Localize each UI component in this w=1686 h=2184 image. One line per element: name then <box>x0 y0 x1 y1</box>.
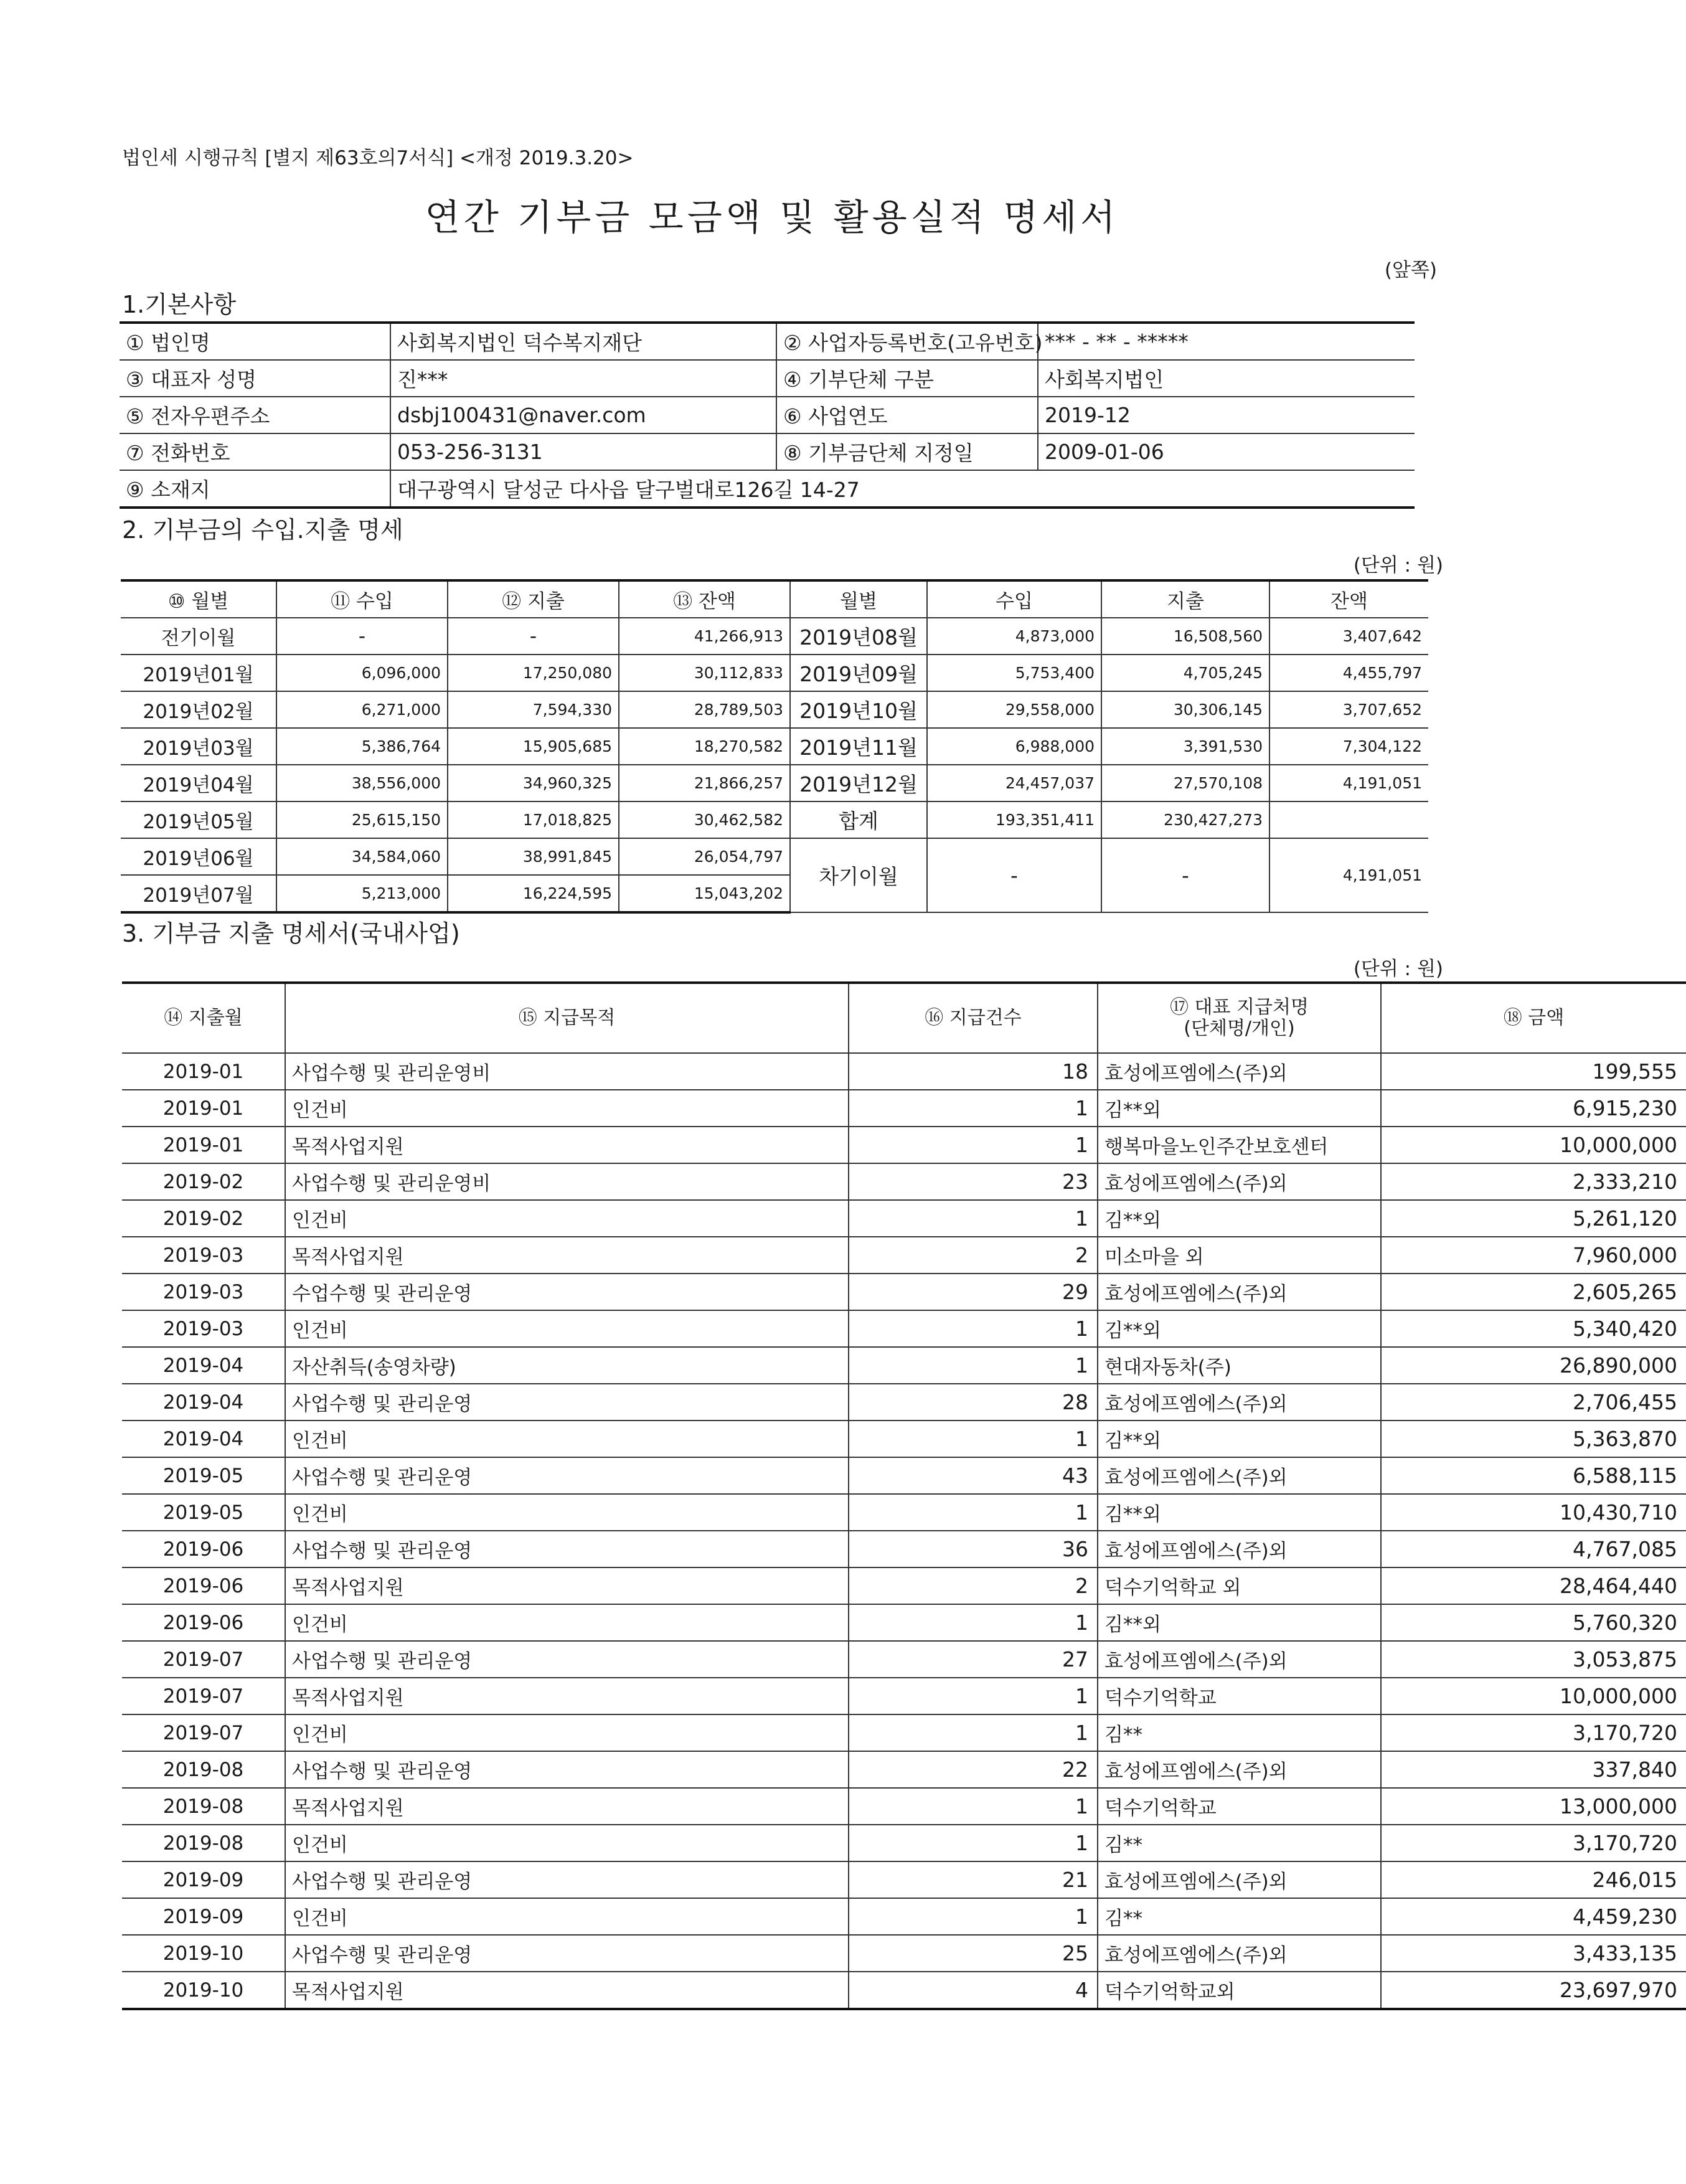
header-payee <box>1098 983 1381 1053</box>
purpose-cell: 목적사업지원 <box>285 1972 849 2009</box>
purpose-cell: 인건비 <box>285 1898 849 1935</box>
expense-cell: - <box>448 618 619 655</box>
payee-cell: 김**외 <box>1098 1090 1381 1127</box>
balance-cell: 26,054,797 <box>619 838 790 875</box>
payee-cell: 행복마을노인주간보호센터 <box>1098 1127 1381 1163</box>
expense-month-cell: 2019-06 <box>122 1567 285 1604</box>
field-label: ① 법인명 <box>120 323 390 360</box>
month-cell: 합계 <box>790 801 927 838</box>
section3-unit: (단위 : 원) <box>1353 958 1443 980</box>
amount-cell: 26,890,000 <box>1381 1347 1686 1384</box>
count-cell: 2 <box>849 1237 1098 1274</box>
income-cell: 4,873,000 <box>927 618 1101 655</box>
expense-month-cell: 2019-03 <box>122 1274 285 1310</box>
expense-row <box>122 1531 1686 1567</box>
balance-cell: 30,112,833 <box>619 655 790 691</box>
income-cell: 24,457,037 <box>927 765 1101 801</box>
expense-row <box>122 1310 1686 1347</box>
expense-month-cell: 2019-08 <box>122 1788 285 1825</box>
purpose-cell: 인건비 <box>285 1825 849 1861</box>
purpose-cell: 목적사업지원 <box>285 1127 849 1163</box>
purpose-cell: 사업수행 및 관리운영 <box>285 1531 849 1567</box>
expense-month-cell: 2019-02 <box>122 1200 285 1237</box>
count-cell: 2 <box>849 1567 1098 1604</box>
monthly-header-cell: ⑩ 월별 <box>121 580 276 618</box>
purpose-cell: 사업수행 및 관리운영 <box>285 1384 849 1421</box>
count-cell: 1 <box>849 1678 1098 1714</box>
expense-cell: 16,508,560 <box>1101 618 1269 655</box>
purpose-cell: 사업수행 및 관리운영비 <box>285 1053 849 1090</box>
expense-row <box>122 1567 1686 1604</box>
expense-month-cell: 2019-08 <box>122 1825 285 1861</box>
count-cell: 29 <box>849 1274 1098 1310</box>
field-value: 2009-01-06 <box>1038 433 1415 470</box>
expense-row <box>122 1494 1686 1531</box>
basic-info-row <box>120 323 1415 360</box>
count-cell: 23 <box>849 1163 1098 1200</box>
carry-expense-cell: - <box>1101 838 1269 912</box>
balance-cell: 28,789,503 <box>619 691 790 728</box>
amount-cell: 5,760,320 <box>1381 1604 1686 1641</box>
field-value: 진*** <box>390 360 776 397</box>
expense-month-cell: 2019-03 <box>122 1310 285 1347</box>
count-cell: 1 <box>849 1200 1098 1237</box>
count-cell: 1 <box>849 1421 1098 1457</box>
income-cell: 193,351,411 <box>927 801 1101 838</box>
purpose-cell: 사업수행 및 관리운영비 <box>285 1163 849 1200</box>
payee-cell: 현대자동차(주) <box>1098 1347 1381 1384</box>
expense-row <box>122 1898 1686 1935</box>
count-cell: 28 <box>849 1384 1098 1421</box>
payee-cell: 효성에프엠에스(주)외 <box>1098 1935 1381 1972</box>
expense-month-cell: 2019-10 <box>122 1935 285 1972</box>
payee-cell: 효성에프엠에스(주)외 <box>1098 1053 1381 1090</box>
expense-month-cell: 2019-06 <box>122 1531 285 1567</box>
income-cell: 6,096,000 <box>276 655 448 691</box>
expense-row <box>122 1421 1686 1457</box>
payee-cell: 효성에프엠에스(주)외 <box>1098 1163 1381 1200</box>
purpose-cell: 인건비 <box>285 1714 849 1751</box>
field-value: 사회복지법인 덕수복지재단 <box>390 323 776 360</box>
basic-info-row <box>120 360 1415 397</box>
field-value: *** - ** - ***** <box>1038 323 1415 360</box>
amount-cell: 5,261,120 <box>1381 1200 1686 1237</box>
monthly-row <box>121 838 1428 875</box>
amount-cell: 10,430,710 <box>1381 1494 1686 1531</box>
balance-cell: 4,455,797 <box>1269 655 1428 691</box>
balance-cell: 41,266,913 <box>619 618 790 655</box>
amount-cell: 3,170,720 <box>1381 1714 1686 1751</box>
amount-cell: 4,767,085 <box>1381 1531 1686 1567</box>
expense-cell: 16,224,595 <box>448 875 619 912</box>
count-cell: 18 <box>849 1053 1098 1090</box>
income-cell: 6,988,000 <box>927 728 1101 765</box>
basic-info-row <box>120 433 1415 470</box>
balance-cell: 3,707,652 <box>1269 691 1428 728</box>
monthly-header-cell: ⑪ 수입 <box>276 580 448 618</box>
purpose-cell: 수업수행 및 관리운영 <box>285 1274 849 1310</box>
section2-unit: (단위 : 원) <box>1353 554 1443 577</box>
purpose-cell: 목적사업지원 <box>285 1237 849 1274</box>
expense-row <box>122 1604 1686 1641</box>
expense-row <box>122 1678 1686 1714</box>
monthly-header-cell: 지출 <box>1101 580 1269 618</box>
amount-cell: 10,000,000 <box>1381 1678 1686 1714</box>
purpose-cell: 자산취득(송영차량) <box>285 1347 849 1384</box>
field-label: ⑧ 기부금단체 지정일 <box>776 433 1038 470</box>
expense-cell: 17,250,080 <box>448 655 619 691</box>
amount-cell: 2,706,455 <box>1381 1384 1686 1421</box>
amount-cell: 10,000,000 <box>1381 1127 1686 1163</box>
month-cell: 2019년03월 <box>121 728 276 765</box>
amount-cell: 5,340,420 <box>1381 1310 1686 1347</box>
header-payee-line1: ⑰ 대표 지급처명 <box>1170 996 1309 1018</box>
purpose-cell: 사업수행 및 관리운영 <box>285 1751 849 1788</box>
payee-cell: 김** <box>1098 1714 1381 1751</box>
count-cell: 21 <box>849 1861 1098 1898</box>
expense-month-cell: 2019-06 <box>122 1604 285 1641</box>
page-side-label: (앞쪽) <box>1384 259 1437 281</box>
count-cell: 1 <box>849 1347 1098 1384</box>
month-cell: 2019년08월 <box>790 618 927 655</box>
balance-cell <box>1269 801 1428 838</box>
payee-cell: 김**외 <box>1098 1494 1381 1531</box>
expense-row <box>122 1972 1686 2009</box>
count-cell: 22 <box>849 1751 1098 1788</box>
income-cell: - <box>276 618 448 655</box>
amount-cell: 3,170,720 <box>1381 1825 1686 1861</box>
month-cell: 2019년05월 <box>121 801 276 838</box>
field-label: ⑦ 전화번호 <box>120 433 390 470</box>
month-cell: 2019년01월 <box>121 655 276 691</box>
payee-cell: 덕수기억학교외 <box>1098 1972 1381 2009</box>
field-label: ⑤ 전자우편주소 <box>120 397 390 433</box>
count-cell: 1 <box>849 1714 1098 1751</box>
purpose-cell: 인건비 <box>285 1421 849 1457</box>
purpose-cell: 인건비 <box>285 1200 849 1237</box>
expense-row <box>122 1163 1686 1200</box>
count-cell: 1 <box>849 1127 1098 1163</box>
income-cell: 6,271,000 <box>276 691 448 728</box>
header-expense-month: ⑭ 지출월 <box>122 983 285 1053</box>
basic-info-table <box>120 321 1415 509</box>
carry-income-cell: - <box>927 838 1101 912</box>
expense-row <box>122 1347 1686 1384</box>
address-row <box>120 470 1415 508</box>
expense-row <box>122 1788 1686 1825</box>
expense-month-cell: 2019-05 <box>122 1457 285 1494</box>
monthly-header-cell: 수입 <box>927 580 1101 618</box>
monthly-row <box>121 655 1428 691</box>
expense-cell: 15,905,685 <box>448 728 619 765</box>
expense-row <box>122 1641 1686 1678</box>
expense-month-cell: 2019-09 <box>122 1898 285 1935</box>
count-cell: 25 <box>849 1935 1098 1972</box>
month-cell: 2019년09월 <box>790 655 927 691</box>
basic-info-row <box>120 397 1415 433</box>
purpose-cell: 목적사업지원 <box>285 1678 849 1714</box>
count-cell: 1 <box>849 1788 1098 1825</box>
amount-cell: 6,588,115 <box>1381 1457 1686 1494</box>
amount-cell: 2,605,265 <box>1381 1274 1686 1310</box>
expense-header-row <box>122 983 1686 1053</box>
payee-cell: 효성에프엠에스(주)외 <box>1098 1751 1381 1788</box>
address-value: 대구광역시 달성군 다사읍 달구벌대로126길 14-27 <box>390 470 1415 508</box>
carry-balance-cell: 4,191,051 <box>1269 838 1428 912</box>
payee-cell: 미소마을 외 <box>1098 1237 1381 1274</box>
expense-row <box>122 1457 1686 1494</box>
payee-cell: 효성에프엠에스(주)외 <box>1098 1274 1381 1310</box>
count-cell: 43 <box>849 1457 1098 1494</box>
expense-row <box>122 1825 1686 1861</box>
expense-month-cell: 2019-08 <box>122 1751 285 1788</box>
monthly-row <box>121 801 1428 838</box>
expense-row <box>122 1053 1686 1090</box>
expense-month-cell: 2019-03 <box>122 1237 285 1274</box>
expense-cell: 3,391,530 <box>1101 728 1269 765</box>
expense-month-cell: 2019-09 <box>122 1861 285 1898</box>
monthly-header-cell: 잔액 <box>1269 580 1428 618</box>
payee-cell: 김** <box>1098 1898 1381 1935</box>
balance-cell: 4,191,051 <box>1269 765 1428 801</box>
purpose-cell: 사업수행 및 관리운영 <box>285 1861 849 1898</box>
expense-row <box>122 1935 1686 1972</box>
purpose-cell: 인건비 <box>285 1494 849 1531</box>
expense-cell: 34,960,325 <box>448 765 619 801</box>
address-label: ⑨ 소재지 <box>120 470 390 508</box>
purpose-cell: 사업수행 및 관리운영 <box>285 1935 849 1972</box>
count-cell: 1 <box>849 1310 1098 1347</box>
field-value: 2019-12 <box>1038 397 1415 433</box>
amount-cell: 3,433,135 <box>1381 1935 1686 1972</box>
expense-row <box>122 1751 1686 1788</box>
count-cell: 1 <box>849 1090 1098 1127</box>
expense-month-cell: 2019-07 <box>122 1714 285 1751</box>
amount-cell: 5,363,870 <box>1381 1421 1686 1457</box>
section3-heading: 3. 기부금 지출 명세서(국내사업) <box>122 920 460 947</box>
payee-cell: 덕수기억학교 <box>1098 1788 1381 1825</box>
expense-month-cell: 2019-02 <box>122 1163 285 1200</box>
field-value: dsbj100431@naver.com <box>390 397 776 433</box>
monthly-header-cell: ⑬ 잔액 <box>619 580 790 618</box>
payee-cell: 덕수기억학교 <box>1098 1678 1381 1714</box>
income-cell: 34,584,060 <box>276 838 448 875</box>
expense-row <box>122 1384 1686 1421</box>
count-cell: 1 <box>849 1825 1098 1861</box>
purpose-cell: 목적사업지원 <box>285 1567 849 1604</box>
expense-row <box>122 1127 1686 1163</box>
field-value: 053-256-3131 <box>390 433 776 470</box>
amount-cell: 3,053,875 <box>1381 1641 1686 1678</box>
header-purpose: ⑮ 지급목적 <box>285 983 849 1053</box>
month-cell: 2019년12월 <box>790 765 927 801</box>
amount-cell: 6,915,230 <box>1381 1090 1686 1127</box>
expense-month-cell: 2019-05 <box>122 1494 285 1531</box>
payee-cell: 효성에프엠에스(주)외 <box>1098 1861 1381 1898</box>
expense-row <box>122 1861 1686 1898</box>
balance-cell: 21,866,257 <box>619 765 790 801</box>
count-cell: 1 <box>849 1494 1098 1531</box>
section2-heading: 2. 기부금의 수입.지출 명세 <box>122 516 403 544</box>
expense-month-cell: 2019-10 <box>122 1972 285 2009</box>
monthly-row <box>121 691 1428 728</box>
amount-cell: 23,697,970 <box>1381 1972 1686 2009</box>
expense-month-cell: 2019-01 <box>122 1127 285 1163</box>
count-cell: 36 <box>849 1531 1098 1567</box>
income-cell: 25,615,150 <box>276 801 448 838</box>
balance-cell: 3,407,642 <box>1269 618 1428 655</box>
payee-cell: 덕수기억학교 외 <box>1098 1567 1381 1604</box>
count-cell: 27 <box>849 1641 1098 1678</box>
expense-row <box>122 1274 1686 1310</box>
field-label: ③ 대표자 성명 <box>120 360 390 397</box>
expense-cell: 27,570,108 <box>1101 765 1269 801</box>
expense-month-cell: 2019-07 <box>122 1678 285 1714</box>
field-label: ② 사업자등록번호(고유번호) <box>776 323 1038 360</box>
payee-cell: 김**외 <box>1098 1421 1381 1457</box>
header-payee-line2: (단체명/개인) <box>1184 1018 1295 1039</box>
payee-cell: 효성에프엠에스(주)외 <box>1098 1384 1381 1421</box>
header-amount: ⑱ 금액 <box>1381 983 1686 1053</box>
income-cell: 5,213,000 <box>276 875 448 912</box>
monthly-header-cell: ⑫ 지출 <box>448 580 619 618</box>
amount-cell: 7,960,000 <box>1381 1237 1686 1274</box>
payee-cell: 김**외 <box>1098 1310 1381 1347</box>
month-cell: 2019년04월 <box>121 765 276 801</box>
income-cell: 38,556,000 <box>276 765 448 801</box>
balance-cell: 7,304,122 <box>1269 728 1428 765</box>
purpose-cell: 인건비 <box>285 1310 849 1347</box>
month-cell: 전기이월 <box>121 618 276 655</box>
section1-heading: 1.기본사항 <box>122 291 237 318</box>
purpose-cell: 목적사업지원 <box>285 1788 849 1825</box>
amount-cell: 4,459,230 <box>1381 1898 1686 1935</box>
field-label: ④ 기부단체 구분 <box>776 360 1038 397</box>
expense-month-cell: 2019-04 <box>122 1384 285 1421</box>
count-cell: 1 <box>849 1898 1098 1935</box>
expense-month-cell: 2019-04 <box>122 1347 285 1384</box>
expense-cell: 4,705,245 <box>1101 655 1269 691</box>
purpose-cell: 사업수행 및 관리운영 <box>285 1641 849 1678</box>
amount-cell: 2,333,210 <box>1381 1163 1686 1200</box>
expense-month-cell: 2019-01 <box>122 1090 285 1127</box>
count-cell: 4 <box>849 1972 1098 2009</box>
balance-cell: 15,043,202 <box>619 875 790 912</box>
expense-row <box>122 1090 1686 1127</box>
expense-row <box>122 1200 1686 1237</box>
expense-row <box>122 1237 1686 1274</box>
expense-row <box>122 1714 1686 1751</box>
monthly-header-row <box>121 580 1428 618</box>
purpose-cell: 사업수행 및 관리운영 <box>285 1457 849 1494</box>
purpose-cell: 인건비 <box>285 1604 849 1641</box>
monthly-row <box>121 618 1428 655</box>
payee-cell: 효성에프엠에스(주)외 <box>1098 1641 1381 1678</box>
amount-cell: 13,000,000 <box>1381 1788 1686 1825</box>
payee-cell: 효성에프엠에스(주)외 <box>1098 1457 1381 1494</box>
payee-cell: 김**외 <box>1098 1200 1381 1237</box>
header-count: ⑯ 지급건수 <box>849 983 1098 1053</box>
month-cell: 2019년06월 <box>121 838 276 875</box>
expense-month-cell: 2019-04 <box>122 1421 285 1457</box>
income-cell: 5,753,400 <box>927 655 1101 691</box>
month-cell: 2019년11월 <box>790 728 927 765</box>
monthly-income-expense-table <box>121 579 1428 914</box>
monthly-row <box>121 728 1428 765</box>
document-title: 연간 기부금 모금액 및 활용실적 명세서 <box>425 196 1119 239</box>
expense-month-cell: 2019-07 <box>122 1641 285 1678</box>
amount-cell: 28,464,440 <box>1381 1567 1686 1604</box>
field-value: 사회복지법인 <box>1038 360 1415 397</box>
count-cell: 1 <box>849 1604 1098 1641</box>
payee-cell: 김** <box>1098 1825 1381 1861</box>
purpose-cell: 인건비 <box>285 1090 849 1127</box>
income-cell: 29,558,000 <box>927 691 1101 728</box>
monthly-row <box>121 765 1428 801</box>
form-reference: 법인세 시행규칙 [별지 제63호의7서식] <개정 2019.3.20> <box>122 147 634 169</box>
field-label: ⑥ 사업연도 <box>776 397 1038 433</box>
expense-cell: 7,594,330 <box>448 691 619 728</box>
expense-month-cell: 2019-01 <box>122 1053 285 1090</box>
month-cell: 2019년10월 <box>790 691 927 728</box>
amount-cell: 337,840 <box>1381 1751 1686 1788</box>
expense-detail-table <box>122 981 1686 2010</box>
month-cell: 2019년07월 <box>121 875 276 912</box>
income-cell: 5,386,764 <box>276 728 448 765</box>
amount-cell: 199,555 <box>1381 1053 1686 1090</box>
expense-cell: 38,991,845 <box>448 838 619 875</box>
month-cell: 2019년02월 <box>121 691 276 728</box>
expense-cell: 30,306,145 <box>1101 691 1269 728</box>
balance-cell: 18,270,582 <box>619 728 790 765</box>
payee-cell: 김**외 <box>1098 1604 1381 1641</box>
expense-cell: 230,427,273 <box>1101 801 1269 838</box>
monthly-header-cell: 월별 <box>790 580 927 618</box>
amount-cell: 246,015 <box>1381 1861 1686 1898</box>
balance-cell: 30,462,582 <box>619 801 790 838</box>
expense-cell: 17,018,825 <box>448 801 619 838</box>
payee-cell: 효성에프엠에스(주)외 <box>1098 1531 1381 1567</box>
carry-month-cell: 차기이월 <box>790 838 927 912</box>
